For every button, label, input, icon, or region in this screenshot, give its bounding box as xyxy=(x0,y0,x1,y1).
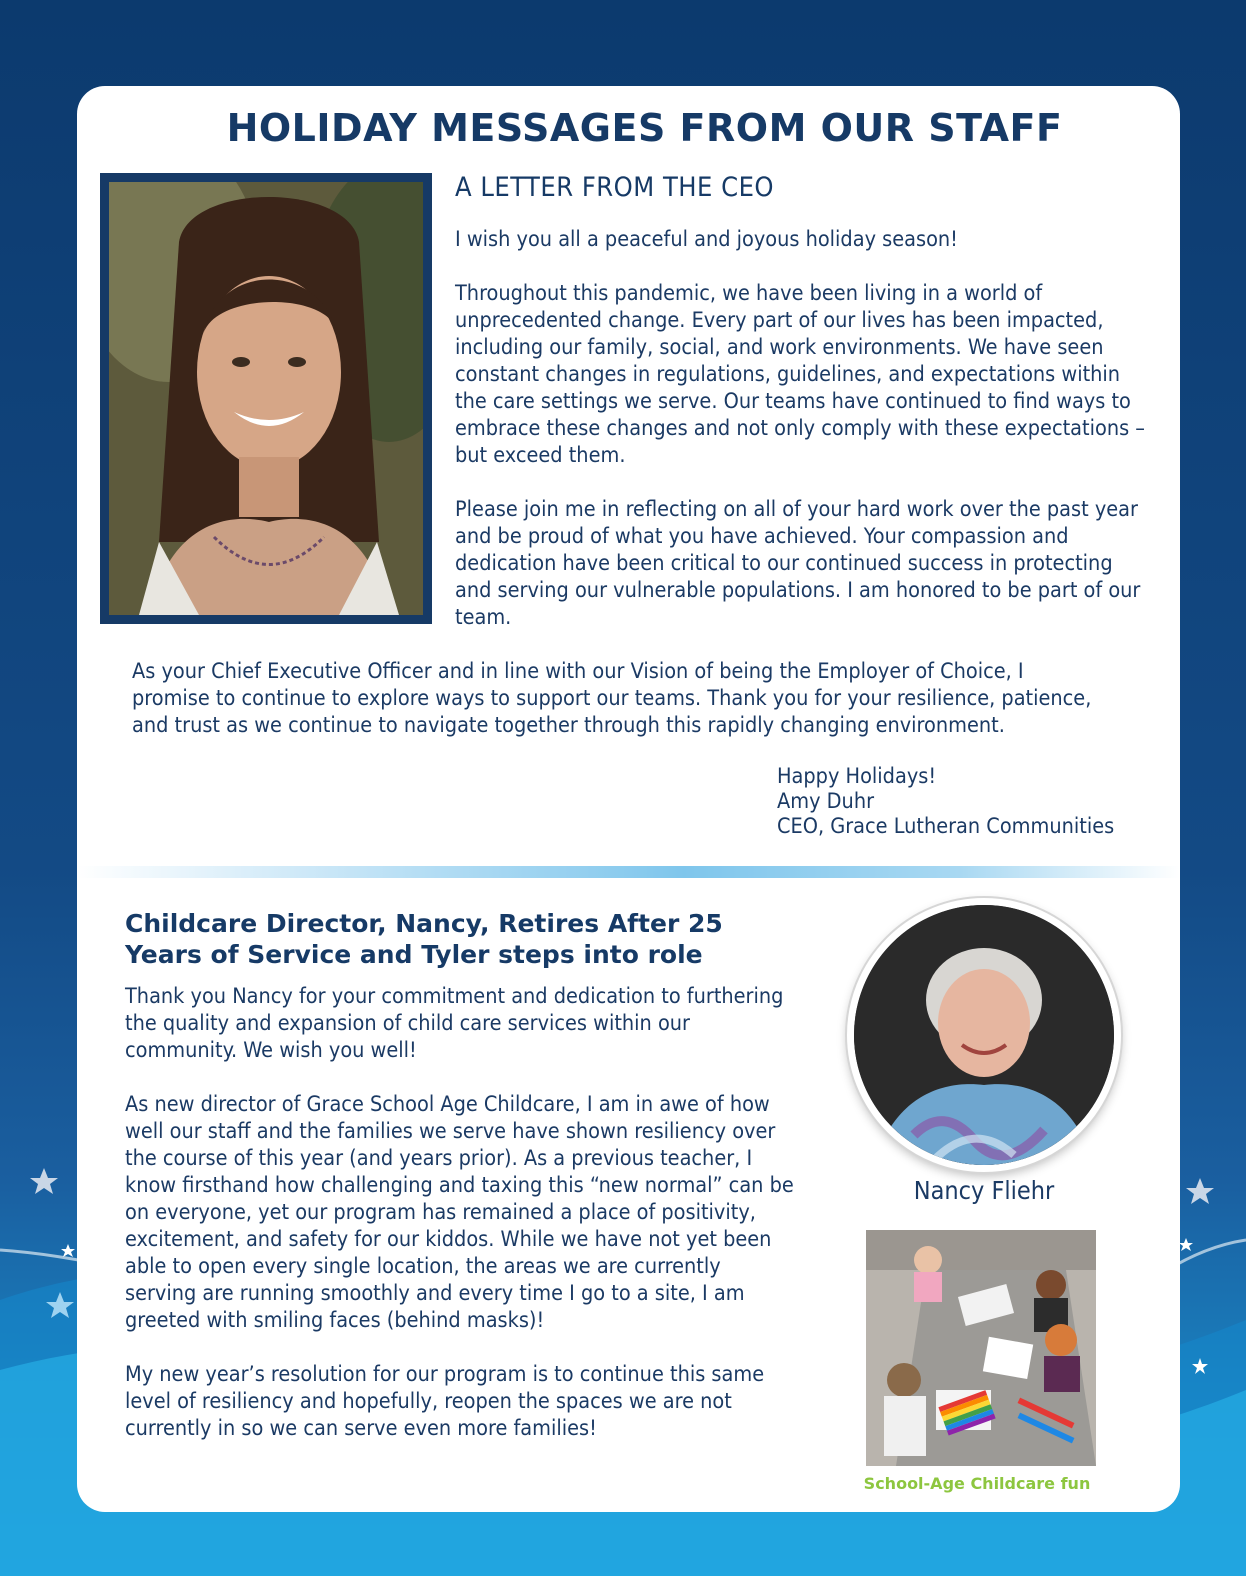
ceo-letter-paragraph: Please join me in reflecting on all of your hard work over the past year and be proud of what you have achieved. Your compassion and dedication have been critical to our continued success in protecting and serving our vulnerable populations. I am honored to be part of our team. xyxy=(455,497,1141,630)
childcare-paragraph: As new director of Grace School Age Childcare, I am in awe of how well our staff and the families we serve have shown resiliency over the course of this year (and years prior). As a previous teacher, I know firsthand how challenging and taxing this “new normal” can be on everyone, yet our program has remained a place of positivity, excitement, and safety for our kiddos. While we have not yet been able to open every single location, the areas we are currently serving are running smoothly and every time I go to a site, I am greeted with smiling faces (behind masks)! xyxy=(125,1092,794,1333)
signoff-role: CEO, Grace Lutheran Communities xyxy=(777,814,1115,839)
section-divider xyxy=(77,866,1180,878)
ceo-letter-paragraph: I wish you all a peaceful and joyous holiday season! xyxy=(455,227,958,252)
content-card xyxy=(77,86,1180,1512)
childcare-paragraph: Thank you Nancy for your commitment and dedication to furthering the quality and expansion of child care services within our community. We wish you well! xyxy=(125,984,784,1063)
signoff-greeting: Happy Holidays! xyxy=(777,764,937,789)
childcare-photo-caption: School-Age Childcare fun xyxy=(863,1474,1091,1493)
childcare-body xyxy=(125,983,795,1469)
childcare-heading: Childcare Director, Nancy, Retires After 25 Years of Service and Tyler steps into role xyxy=(125,909,723,969)
ceo-letter-heading: A LETTER FROM THE CEO xyxy=(455,172,775,203)
childcare-paragraph: My new year’s resolution for our program is to continue this same level of resiliency and hopefully, reopen the spaces we are not currently in so we can serve even more families! xyxy=(125,1362,765,1441)
ceo-letter-paragraph: Throughout this pandemic, we have been living in a world of unprecedented change. Every part of our lives has been impacted, including our family, social, and work environments. We have seen constant changes in regulations, guidelines, and expectations within the care settings we serve. Our teams have continued to find ways to embrace these changes and not only comply with these expectations – but exceed them. xyxy=(455,281,1145,468)
signoff-name: Amy Duhr xyxy=(777,789,875,814)
ceo-signoff xyxy=(777,764,1114,839)
ceo-letter-body xyxy=(455,226,1150,658)
childcare-activity-photo xyxy=(866,1230,1096,1466)
nancy-portrait-name: Nancy Fliehr xyxy=(913,1176,1055,1205)
ceo-portrait-photo xyxy=(100,173,432,624)
page-title: HOLIDAY MESSAGES FROM OUR STAFF xyxy=(226,106,1063,150)
ceo-closing-paragraph: As your Chief Executive Officer and in line with our Vision of being the Employer of Choice, I promise to continue to explore ways to support our teams. Thank you for your resilience, patience, and trust as we continue to navigate together through this rapidly changing environment. xyxy=(132,659,1092,738)
nancy-portrait-photo xyxy=(847,898,1121,1172)
